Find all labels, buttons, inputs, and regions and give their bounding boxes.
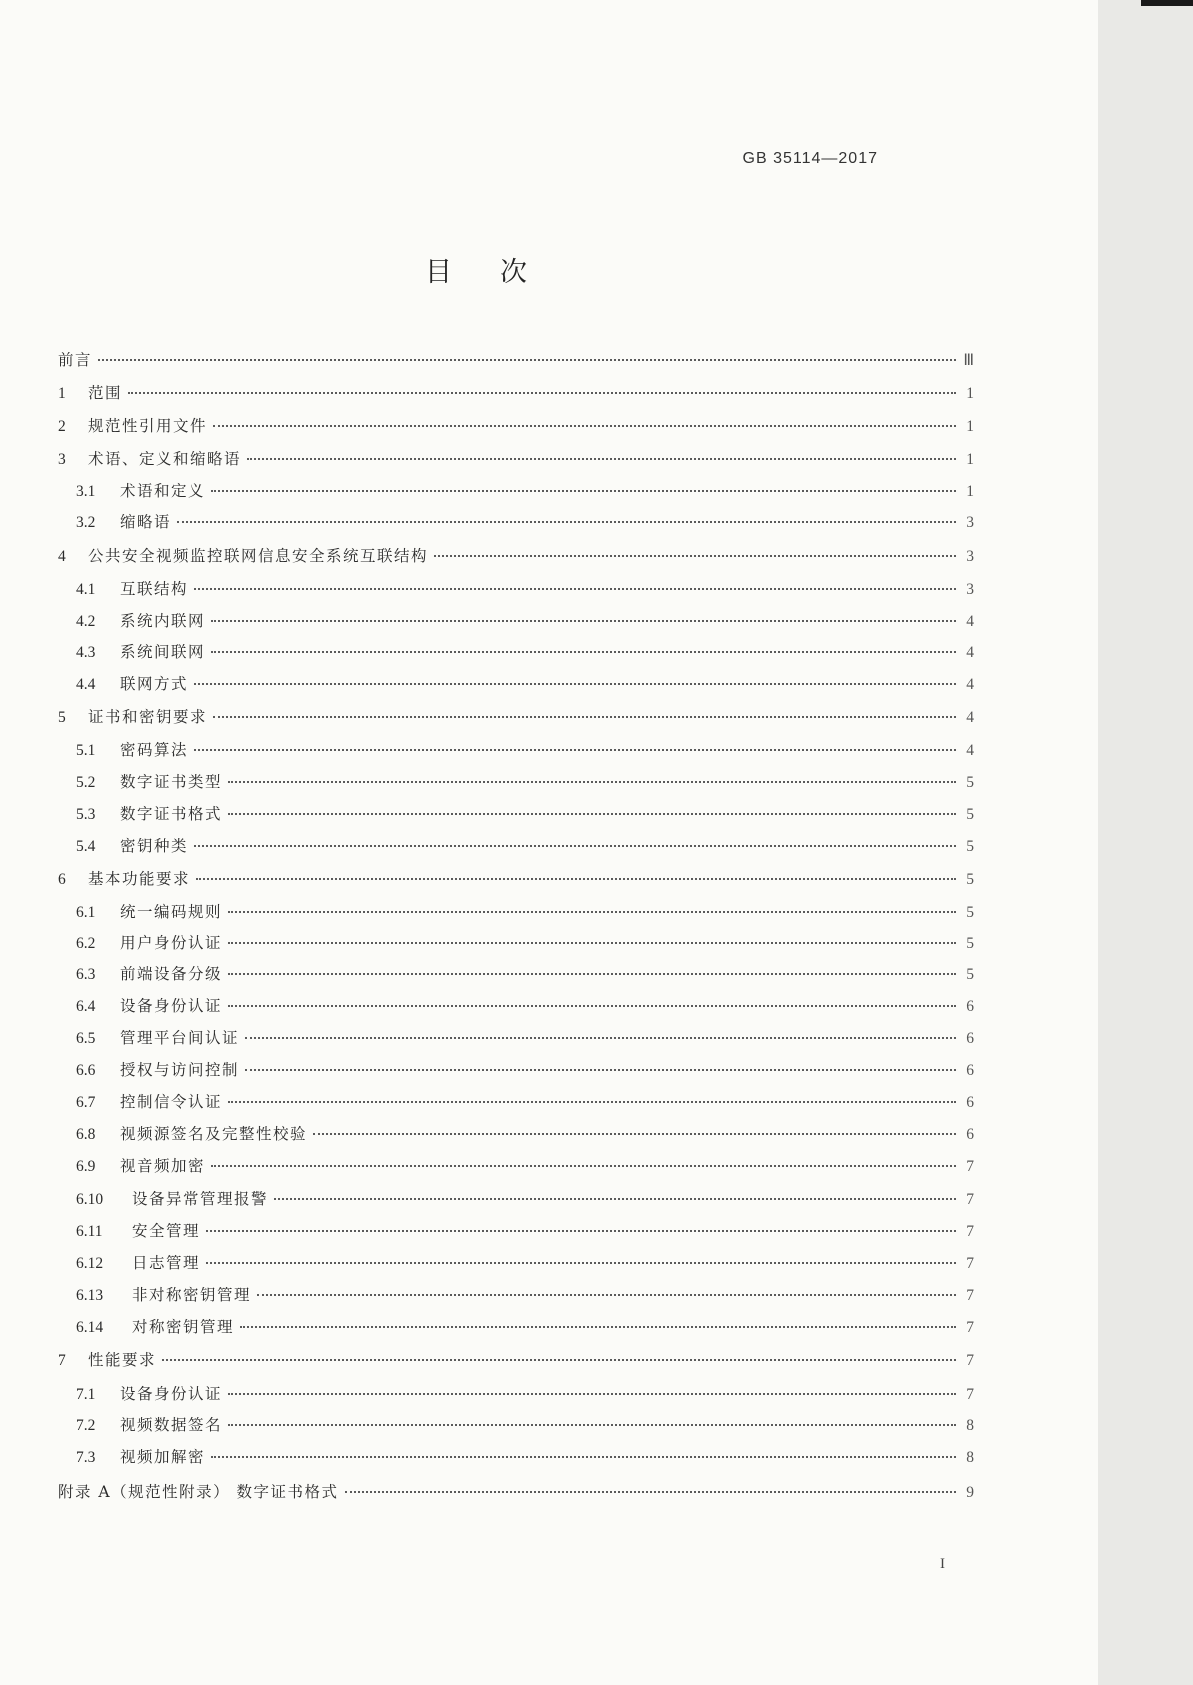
toc-dot-leader	[228, 1424, 956, 1426]
toc-entry-page: 5	[966, 935, 974, 952]
toc-entry	[76, 1027, 974, 1049]
toc-dot-leader	[213, 425, 956, 427]
toc-entry	[76, 803, 974, 825]
toc-entry	[76, 1123, 974, 1145]
toc-dot-leader	[194, 845, 956, 847]
toc-dot-leader	[211, 1165, 956, 1167]
toc-entry-page: 7	[966, 1287, 974, 1304]
toc-dot-leader	[211, 651, 956, 653]
toc-dot-leader	[257, 1294, 956, 1296]
toc-entry-label: 数字证书类型	[120, 773, 223, 791]
toc-entry-page: 1	[966, 483, 974, 500]
toc-dot-leader	[245, 1069, 956, 1071]
toc-entry-page: Ⅲ	[963, 352, 974, 369]
toc-entry-page: 4	[966, 613, 974, 630]
toc-dot-leader	[228, 1101, 956, 1103]
toc-entry	[76, 1155, 974, 1177]
toc-entry-page: 8	[966, 1417, 974, 1434]
toc-entry-label: 范围	[88, 384, 123, 402]
toc-entry-page: 5	[966, 871, 974, 888]
toc-entry	[76, 739, 974, 761]
toc-entry	[76, 995, 974, 1017]
toc-entry-page: 7	[966, 1223, 974, 1240]
toc-entry-number: 5.4	[76, 838, 96, 855]
toc-entry-label: 前端设备分级	[120, 965, 223, 983]
toc-entry-number: 4.4	[76, 676, 96, 693]
toc-dot-leader	[98, 359, 956, 361]
toc-entry-page: 7	[966, 1255, 974, 1272]
toc-entry-number: 7.1	[76, 1386, 96, 1403]
toc-entry-number: 6.12	[76, 1255, 104, 1272]
toc-entry-label: 设备异常管理报警	[132, 1190, 269, 1208]
toc-entry-number: 7.2	[76, 1417, 96, 1434]
toc-entry-page: 5	[966, 838, 974, 855]
toc-entry	[76, 1383, 974, 1405]
toc-entry	[76, 932, 974, 954]
toc-entry-page: 6	[966, 1126, 974, 1143]
toc-entry-page: 7	[966, 1386, 974, 1403]
toc-entry-label: 规范性引用文件	[88, 417, 208, 435]
toc-dot-leader	[228, 781, 956, 783]
toc-entry	[76, 1059, 974, 1081]
toc-entry-label: 术语、定义和缩略语	[88, 450, 242, 468]
toc-entry	[76, 511, 974, 533]
toc-dot-leader	[162, 1359, 956, 1361]
toc-entry-number: 5.1	[76, 742, 96, 759]
toc-entry-number: 6.10	[76, 1191, 104, 1208]
toc-entry-number: 4.3	[76, 644, 96, 661]
toc-entry-page: 1	[966, 418, 974, 435]
toc-entry-label: 缩略语	[120, 513, 172, 531]
toc-entry	[58, 382, 974, 404]
toc-dot-leader	[206, 1262, 956, 1264]
toc-dot-leader	[211, 490, 956, 492]
toc-entry-page: 6	[966, 1062, 974, 1079]
toc-entry	[76, 835, 974, 857]
toc-dot-leader	[228, 973, 956, 975]
toc-entry-label: 日志管理	[132, 1254, 201, 1272]
toc-entry-label: 互联结构	[120, 580, 189, 598]
toc-dot-leader	[211, 620, 956, 622]
toc-dot-leader	[434, 555, 956, 557]
toc-entry-page: 5	[966, 774, 974, 791]
toc-entry-label: 视频源签名及完整性校验	[120, 1125, 308, 1143]
toc-entry-number: 1	[58, 385, 66, 402]
toc-entry-label: 设备身份认证	[120, 1385, 223, 1403]
toc-entry-page: 7	[966, 1158, 974, 1175]
toc-entry-label: 视频加解密	[120, 1448, 206, 1466]
toc-entry-number: 6.3	[76, 966, 96, 983]
toc-entry-label: 安全管理	[132, 1222, 201, 1240]
toc-entry-label: 密码算法	[120, 741, 189, 759]
toc-entry-number: 6.5	[76, 1030, 96, 1047]
toc-entry-number: 6.6	[76, 1062, 96, 1079]
toc-dot-leader	[274, 1198, 956, 1200]
toc-dot-leader	[128, 392, 956, 394]
toc-entry	[76, 1252, 974, 1274]
toc-dot-leader	[194, 683, 956, 685]
toc-entry-number: 6.13	[76, 1287, 104, 1304]
toc-dot-leader	[228, 1005, 956, 1007]
toc-entry-page: 7	[966, 1319, 974, 1336]
toc-entry-label: 设备身份认证	[120, 997, 223, 1015]
toc-dot-leader	[345, 1491, 956, 1493]
toc-entry-label: 管理平台间认证	[120, 1029, 240, 1047]
toc-entry-page: 5	[966, 806, 974, 823]
toc-entry-label: 公共安全视频监控联网信息安全系统互联结构	[88, 547, 429, 565]
toc-entry	[76, 578, 974, 600]
toc-entry	[58, 545, 974, 567]
toc-entry-label: 术语和定义	[120, 482, 206, 500]
toc-dot-leader	[228, 911, 956, 913]
toc-entry-page: 7	[966, 1352, 974, 1369]
toc-entry	[58, 1481, 974, 1503]
toc-entry	[76, 1316, 974, 1338]
toc-entry-page: 4	[966, 709, 974, 726]
toc-entry-number: 6.8	[76, 1126, 96, 1143]
toc-entry-page: 6	[966, 1094, 974, 1111]
toc-entry-label: 附录 A（规范性附录） 数字证书格式	[58, 1483, 339, 1501]
toc-entry-label: 非对称密钥管理	[132, 1286, 252, 1304]
toc-entry	[58, 1349, 974, 1371]
toc-dot-leader	[247, 458, 956, 460]
toc-dot-leader	[228, 942, 956, 944]
toc-entry-label: 基本功能要求	[88, 870, 191, 888]
toc-entry-number: 6.14	[76, 1319, 104, 1336]
toc-entry-label: 用户身份认证	[120, 934, 223, 952]
toc-entry-number: 3.1	[76, 483, 96, 500]
toc-entry	[58, 448, 974, 470]
toc-entry-label: 视频数据签名	[120, 1416, 223, 1434]
toc-entry-number: 6.1	[76, 904, 96, 921]
toc-dot-leader	[211, 1456, 956, 1458]
toc-entry-page: 4	[966, 676, 974, 693]
toc-entry-number: 3.2	[76, 514, 96, 531]
toc-entry-label: 数字证书格式	[120, 805, 223, 823]
toc-entry-page: 3	[966, 581, 974, 598]
page-number: I	[940, 1556, 945, 1572]
toc-entry-number: 6	[58, 871, 66, 888]
toc-dot-leader	[240, 1326, 956, 1328]
toc-entry	[76, 673, 974, 695]
toc-entry	[58, 868, 974, 890]
toc-entry-label: 统一编码规则	[120, 903, 223, 921]
toc-entry-label: 前言	[58, 351, 93, 369]
toc-entry-number: 6.2	[76, 935, 96, 952]
toc-entry-label: 系统间联网	[120, 643, 206, 661]
toc-entry-number: 4.1	[76, 581, 96, 598]
toc-entry-label: 联网方式	[120, 675, 189, 693]
toc-entry-number: 6.11	[76, 1223, 103, 1240]
toc-entry-number: 6.7	[76, 1094, 96, 1111]
toc-entry-number: 7	[58, 1352, 66, 1369]
toc-dot-leader	[177, 521, 956, 523]
toc-entry-page: 8	[966, 1449, 974, 1466]
toc-dot-leader	[228, 1393, 956, 1395]
toc-entry-page: 9	[966, 1484, 974, 1501]
toc-entry-label: 授权与访问控制	[120, 1061, 240, 1079]
document-code: GB 35114—2017	[742, 150, 878, 167]
toc-entry-label: 对称密钥管理	[132, 1318, 235, 1336]
toc-entry-number: 6.9	[76, 1158, 96, 1175]
toc-entry-number: 5.3	[76, 806, 96, 823]
toc-entry	[76, 641, 974, 663]
toc-dot-leader	[228, 813, 956, 815]
toc-entry-label: 性能要求	[88, 1351, 157, 1369]
toc-title: 目次	[425, 257, 575, 288]
toc-entry	[76, 1284, 974, 1306]
toc-entry-number: 4.2	[76, 613, 96, 630]
toc-dot-leader	[245, 1037, 956, 1039]
toc-entry	[76, 771, 974, 793]
toc-entry	[58, 706, 974, 728]
toc-entry-page: 5	[966, 904, 974, 921]
toc-entry	[76, 1188, 974, 1210]
toc-dot-leader	[194, 749, 956, 751]
toc-entry-number: 5.2	[76, 774, 96, 791]
toc-entry-page: 3	[966, 514, 974, 531]
toc-entry-number: 6.4	[76, 998, 96, 1015]
toc-entry	[76, 901, 974, 923]
toc-entry	[76, 1091, 974, 1113]
toc-entry-number: 3	[58, 451, 66, 468]
toc-entry-number: 2	[58, 418, 66, 435]
toc-entry-page: 6	[966, 998, 974, 1015]
toc-entry-page: 5	[966, 966, 974, 983]
toc-entry-page: 6	[966, 1030, 974, 1047]
toc-entry-number: 4	[58, 548, 66, 565]
toc-entry	[76, 1220, 974, 1242]
toc-entry-label: 系统内联网	[120, 612, 206, 630]
toc-entry-label: 证书和密钥要求	[88, 708, 208, 726]
toc-entry-page: 1	[966, 385, 974, 402]
scan-edge-mark	[1141, 0, 1193, 6]
toc-entry	[76, 610, 974, 632]
toc-entry-page: 4	[966, 644, 974, 661]
toc-entry	[58, 349, 974, 371]
toc-dot-leader	[206, 1230, 956, 1232]
toc-entry	[58, 415, 974, 437]
toc-entry	[76, 963, 974, 985]
toc-dot-leader	[213, 716, 956, 718]
toc-entry-page: 7	[966, 1191, 974, 1208]
toc-entry-number: 7.3	[76, 1449, 96, 1466]
toc-entry-label: 密钥种类	[120, 837, 189, 855]
toc-entry	[76, 1446, 974, 1468]
toc-entry	[76, 480, 974, 502]
toc-entry-page: 1	[966, 451, 974, 468]
toc-entry-page: 3	[966, 548, 974, 565]
toc-entry-page: 4	[966, 742, 974, 759]
toc-entry-label: 视音频加密	[120, 1157, 206, 1175]
toc-entry-label: 控制信令认证	[120, 1093, 223, 1111]
toc-dot-leader	[313, 1133, 956, 1135]
toc-dot-leader	[194, 588, 956, 590]
toc-dot-leader	[196, 878, 956, 880]
toc-entry-number: 5	[58, 709, 66, 726]
toc-entry	[76, 1414, 974, 1436]
